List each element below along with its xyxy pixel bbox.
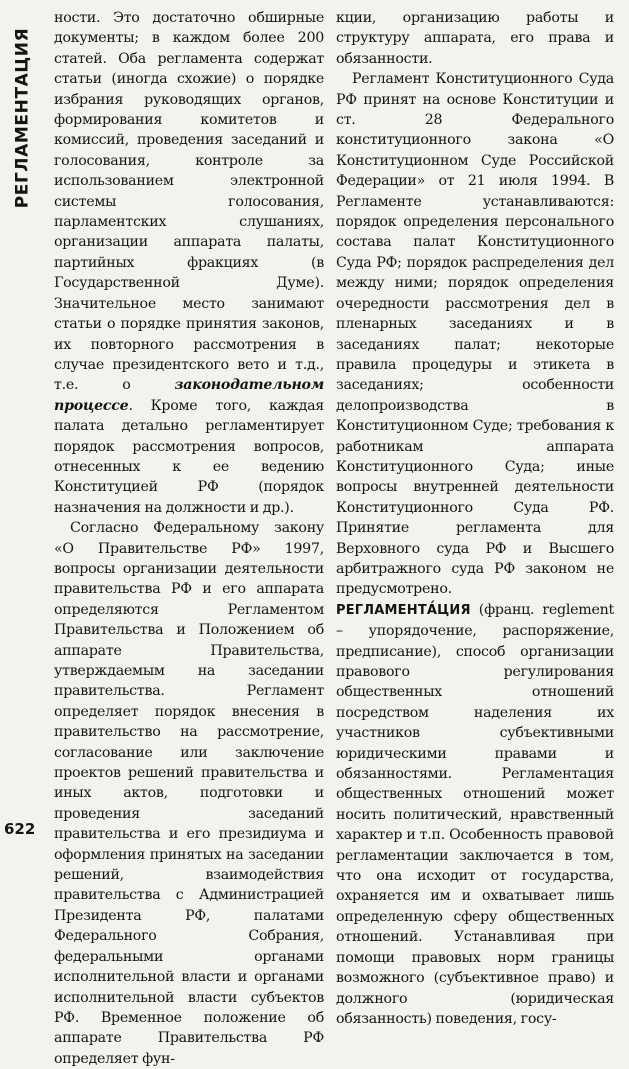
left-paragraph-1: [54, 8, 324, 518]
left-p1-text-start: ности. Это достаточно обширные документы; в каждом более 200 статей. Оба регламента содержат статьи (иногда схожие) о порядке избрания руководящих органов, формирования комитетов и комиссий, проведения заседаний и голосования, контроле за использованием электронной системы голосования, парламентских слушаниях, организации аппарата палаты, партийных фракциях (в Государственной Думе). Значительное место занимают статьи о порядке принятия законов, их повторного рассмотрения в случае президентского вето и т.д., т.е. о: [54, 10, 324, 394]
right-paragraph-1: кции, организацию работы и структуру аппарата, его права и обязанности.: [336, 10, 614, 67]
entry-headword: РЕГЛАМЕНТА́ЦИЯ: [336, 602, 471, 618]
right-column: [336, 8, 614, 1029]
left-column: [54, 8, 324, 1069]
emphasis-legislative-process: законодательном процессе: [54, 377, 324, 414]
left-paragraph-2: Согласно Федеральному закону «О Правительстве РФ» 1997, вопросы организации деятельности правительства РФ и его аппарата определяются Регламентом Правительства и Положением об аппарате Правительства, утверждаемым на заседании правительства. Регламент определяет порядок внесения в правительство на рассмотрение, согласование или заключение проектов решений правительства и иных актов, подготовки и проведения заседаний правительства и его президиума и оформления принятых на заседании решений, взаимодействия правительства с Администрацией Президента РФ, палатами Федерального Собрания, федеральными органами исполнительной власти и органами исполнительной власти субъектов РФ. Временное положение об аппарате Правительства РФ определяет фун-: [54, 520, 324, 1067]
page-number: 622: [4, 820, 36, 838]
right-paragraph-2: Регламент Конституционного Суда РФ принят на основе Конституции и ст. 28 Федерального конституционного закона «О Конституционном Суде Российской Федерации» от 21 июля 1994. В Регламенте устанавливаются: порядок определения персонального состава палат Конституционного Суда РФ; порядок распределения дел между ними; порядок определения очередности рассмотрения дел в пленарных заседаниях и в заседаниях палат; некоторые правила процедуры и этикета в заседаниях; особенности делопроизводства в Конституционном Суде; требования к работникам аппарата Конституционного Суда; иные вопросы внутренней деятельности Конституционного Суда РФ. Принятие регламента для Верховного суда РФ и Высшего арбитражного суда РФ законом не предусмотрено.: [336, 71, 614, 598]
entry-definition: (франц. reglement – упорядочение, распоряжение, предписание), способ организации правового регулирования общественных отношений посредством наделения их участников субъективными юридическими правами и обязанностями. Регламентация общественных отношений может носить политический, нравственный характер и т.п. Особенность правовой регламентации заключается в том, что она исходит от государства, охраняется им и охватывает лишь определенную сферу общественных отношений. Устанавливая при помощи правовых норм границы возможного (субъективное право) и должного (юридическая обязанность) поведения, госу-: [336, 601, 614, 1027]
left-p1-text-end: . Кроме того, каждая палата детально регламентирует порядок рассмотрения вопросов, отнесенных к ее ведению Конституцией РФ (порядок назначения на должности и др.).: [54, 397, 324, 516]
section-title-vertical: [5, 18, 39, 218]
dictionary-entry: [336, 600, 614, 1030]
section-title-text: РЕГЛАМЕНТАЦИЯ: [12, 27, 32, 209]
